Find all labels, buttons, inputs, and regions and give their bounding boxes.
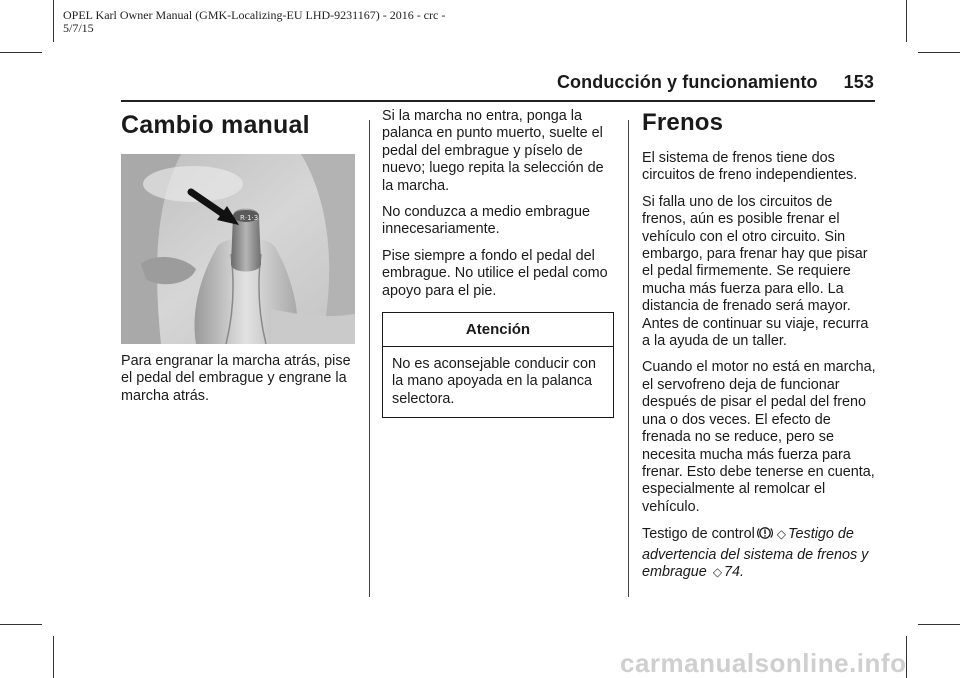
svg-text:R·1·3: R·1·3	[240, 214, 259, 222]
paragraph: Si la marcha no entra, ponga la palanca en punto muerto, suelte el pedal del embrague y píselo de nuevo; luego repita la selección de la marcha.	[382, 108, 604, 194]
paragraph: Pise siempre a fondo el pedal del embrague. No utilice el pedal como apoyo para el pie.	[382, 247, 608, 299]
column-3	[642, 108, 878, 590]
paragraph: Si falla uno de los circuitos de frenos, aún es posible frenar el vehículo con el otro circuito. Sin embargo, para frenar hay que pisar el pedal firmemente. Se requiere mucha más fuerza para ello. La distancia de frenado será mayor. Antes de continuar su viaje, recurra a la ayuda de un taller.	[642, 193, 869, 350]
paragraph: El sistema de frenos tiene dos circuitos de freno independientes.	[642, 150, 858, 184]
print-metadata-line1: OPEL Karl Owner Manual (GMK-Localizing-EU LHD-9231167) - 2016 - crc -	[63, 8, 446, 22]
page-reference-icon: ◇	[712, 564, 723, 579]
gear-shift-illustration	[121, 154, 355, 344]
brake-warning-icon	[757, 525, 773, 546]
gear-shift-figure	[121, 154, 355, 344]
crop-mark	[918, 52, 960, 53]
crop-mark	[918, 624, 960, 625]
reference-link[interactable]: Testigo de advertencia del sistema de frenos y embrague	[642, 526, 869, 580]
crop-mark	[53, 0, 54, 42]
paragraph-reference	[642, 525, 878, 581]
crop-mark	[0, 52, 42, 53]
attention-body: No es aconsejable conducir con la mano apoyada en la palanca selectora.	[392, 356, 596, 407]
paragraph: Para engranar la marcha atrás, pise el pedal del embrague y engrane la marcha atrás.	[121, 353, 351, 404]
reference-prefix: Testigo de control	[642, 526, 755, 543]
print-metadata-line2: 5/7/15	[63, 21, 94, 35]
heading-cambio-manual: Cambio manual	[121, 111, 310, 139]
column-divider	[369, 120, 370, 597]
attention-box	[382, 312, 614, 418]
print-metadata	[63, 9, 445, 35]
running-header	[557, 72, 874, 93]
paragraph: Cuando el motor no está en marcha, el servofreno deja de funcionar después de pisar el pedal del freno una o dos veces. El efecto de frenada no se reduce, pero se necesita mucha más fuerza para frenar. Esto debe tenerse en cuenta, especialmente al remolcar el vehículo.	[642, 359, 876, 515]
section-title: Conducción y funcionamiento	[556, 72, 818, 92]
column-divider	[628, 120, 629, 597]
watermark: carmanualsonline.info	[620, 648, 907, 678]
column-2	[382, 108, 614, 418]
header-rule	[121, 100, 875, 102]
page-number: 153	[843, 72, 874, 92]
crop-mark	[906, 0, 907, 42]
reference-page[interactable]: 74.	[724, 563, 745, 580]
page-reference-icon: ◇	[776, 527, 787, 542]
column-1	[121, 108, 357, 414]
crop-mark	[53, 636, 54, 678]
attention-title: Atención	[383, 313, 613, 347]
crop-mark	[0, 624, 42, 625]
paragraph: No conduzca a medio embrague innecesariamente.	[382, 204, 590, 238]
heading-frenos: Frenos	[642, 109, 724, 136]
